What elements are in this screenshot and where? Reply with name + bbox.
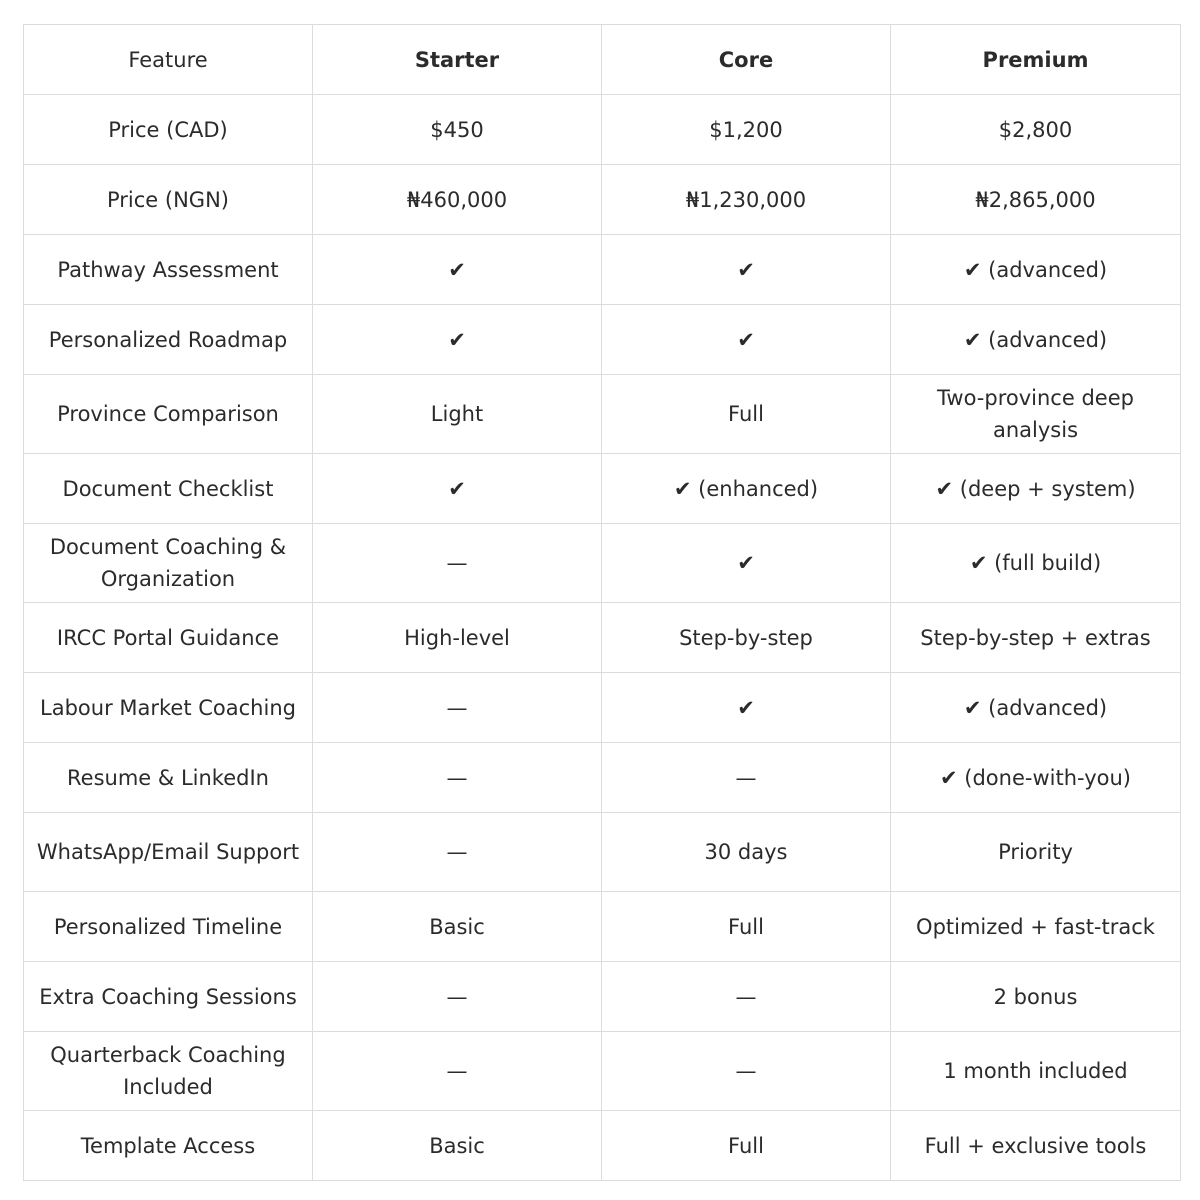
- feature-cell: Pathway Assessment: [24, 235, 313, 305]
- header-row: [24, 25, 1181, 95]
- core-cell: Full: [602, 892, 891, 962]
- premium-cell: ✔ (done-with-you): [891, 743, 1181, 813]
- core-cell: $1,200: [602, 95, 891, 165]
- starter-cell: —: [313, 743, 602, 813]
- starter-cell: ₦460,000: [313, 165, 602, 235]
- premium-cell: ✔ (advanced): [891, 235, 1181, 305]
- core-cell: —: [602, 962, 891, 1032]
- core-cell: —: [602, 743, 891, 813]
- feature-cell: Price (CAD): [24, 95, 313, 165]
- core-cell: ✔: [602, 235, 891, 305]
- starter-cell: —: [313, 524, 602, 603]
- table-row: [24, 235, 1181, 305]
- table-row: [24, 524, 1181, 603]
- starter-cell: ✔: [313, 454, 602, 524]
- premium-cell: ✔ (deep + system): [891, 454, 1181, 524]
- table-row: [24, 165, 1181, 235]
- table-row: [24, 1032, 1181, 1111]
- premium-cell: Step-by-step + extras: [891, 603, 1181, 673]
- premium-cell: ✔ (advanced): [891, 305, 1181, 375]
- premium-cell: ₦2,865,000: [891, 165, 1181, 235]
- header-plan-starter: Starter: [313, 25, 602, 95]
- feature-cell: WhatsApp/Email Support: [24, 813, 313, 892]
- starter-cell: Basic: [313, 892, 602, 962]
- core-cell: Full: [602, 375, 891, 454]
- table-row: [24, 1111, 1181, 1181]
- table-row: [24, 95, 1181, 165]
- table-row: [24, 305, 1181, 375]
- core-cell: ✔: [602, 305, 891, 375]
- premium-cell: $2,800: [891, 95, 1181, 165]
- starter-cell: —: [313, 813, 602, 892]
- table-row: [24, 962, 1181, 1032]
- starter-cell: $450: [313, 95, 602, 165]
- starter-cell: ✔: [313, 235, 602, 305]
- core-cell: ✔ (enhanced): [602, 454, 891, 524]
- table-row: [24, 454, 1181, 524]
- premium-cell: Two-province deep analysis: [891, 375, 1181, 454]
- starter-cell: ✔: [313, 305, 602, 375]
- core-cell: ✔: [602, 524, 891, 603]
- starter-cell: High-level: [313, 603, 602, 673]
- premium-cell: Optimized + fast-track: [891, 892, 1181, 962]
- premium-cell: Full + exclusive tools: [891, 1111, 1181, 1181]
- feature-cell: Resume & LinkedIn: [24, 743, 313, 813]
- core-cell: 30 days: [602, 813, 891, 892]
- starter-cell: —: [313, 962, 602, 1032]
- feature-cell: Personalized Roadmap: [24, 305, 313, 375]
- feature-cell: Labour Market Coaching: [24, 673, 313, 743]
- premium-cell: ✔ (advanced): [891, 673, 1181, 743]
- feature-cell: Personalized Timeline: [24, 892, 313, 962]
- table-row: [24, 603, 1181, 673]
- header-feature: Feature: [24, 25, 313, 95]
- header-plan-core: Core: [602, 25, 891, 95]
- feature-cell: Document Checklist: [24, 454, 313, 524]
- plan-comparison-table-container: [23, 24, 1180, 1181]
- starter-cell: —: [313, 673, 602, 743]
- table-row: [24, 813, 1181, 892]
- feature-cell: Province Comparison: [24, 375, 313, 454]
- header-plan-premium: Premium: [891, 25, 1181, 95]
- core-cell: Step-by-step: [602, 603, 891, 673]
- premium-cell: 2 bonus: [891, 962, 1181, 1032]
- feature-cell: Price (NGN): [24, 165, 313, 235]
- core-cell: Full: [602, 1111, 891, 1181]
- premium-cell: 1 month included: [891, 1032, 1181, 1111]
- core-cell: ✔: [602, 673, 891, 743]
- table-row: [24, 892, 1181, 962]
- feature-cell: Quarterback Coaching Included: [24, 1032, 313, 1111]
- feature-cell: Template Access: [24, 1111, 313, 1181]
- plan-comparison-table: [23, 24, 1181, 1181]
- table-row: [24, 743, 1181, 813]
- feature-cell: Document Coaching & Organization: [24, 524, 313, 603]
- premium-cell: ✔ (full build): [891, 524, 1181, 603]
- premium-cell: Priority: [891, 813, 1181, 892]
- feature-cell: Extra Coaching Sessions: [24, 962, 313, 1032]
- feature-cell: IRCC Portal Guidance: [24, 603, 313, 673]
- core-cell: —: [602, 1032, 891, 1111]
- starter-cell: Basic: [313, 1111, 602, 1181]
- table-row: [24, 375, 1181, 454]
- core-cell: ₦1,230,000: [602, 165, 891, 235]
- starter-cell: —: [313, 1032, 602, 1111]
- starter-cell: Light: [313, 375, 602, 454]
- table-row: [24, 673, 1181, 743]
